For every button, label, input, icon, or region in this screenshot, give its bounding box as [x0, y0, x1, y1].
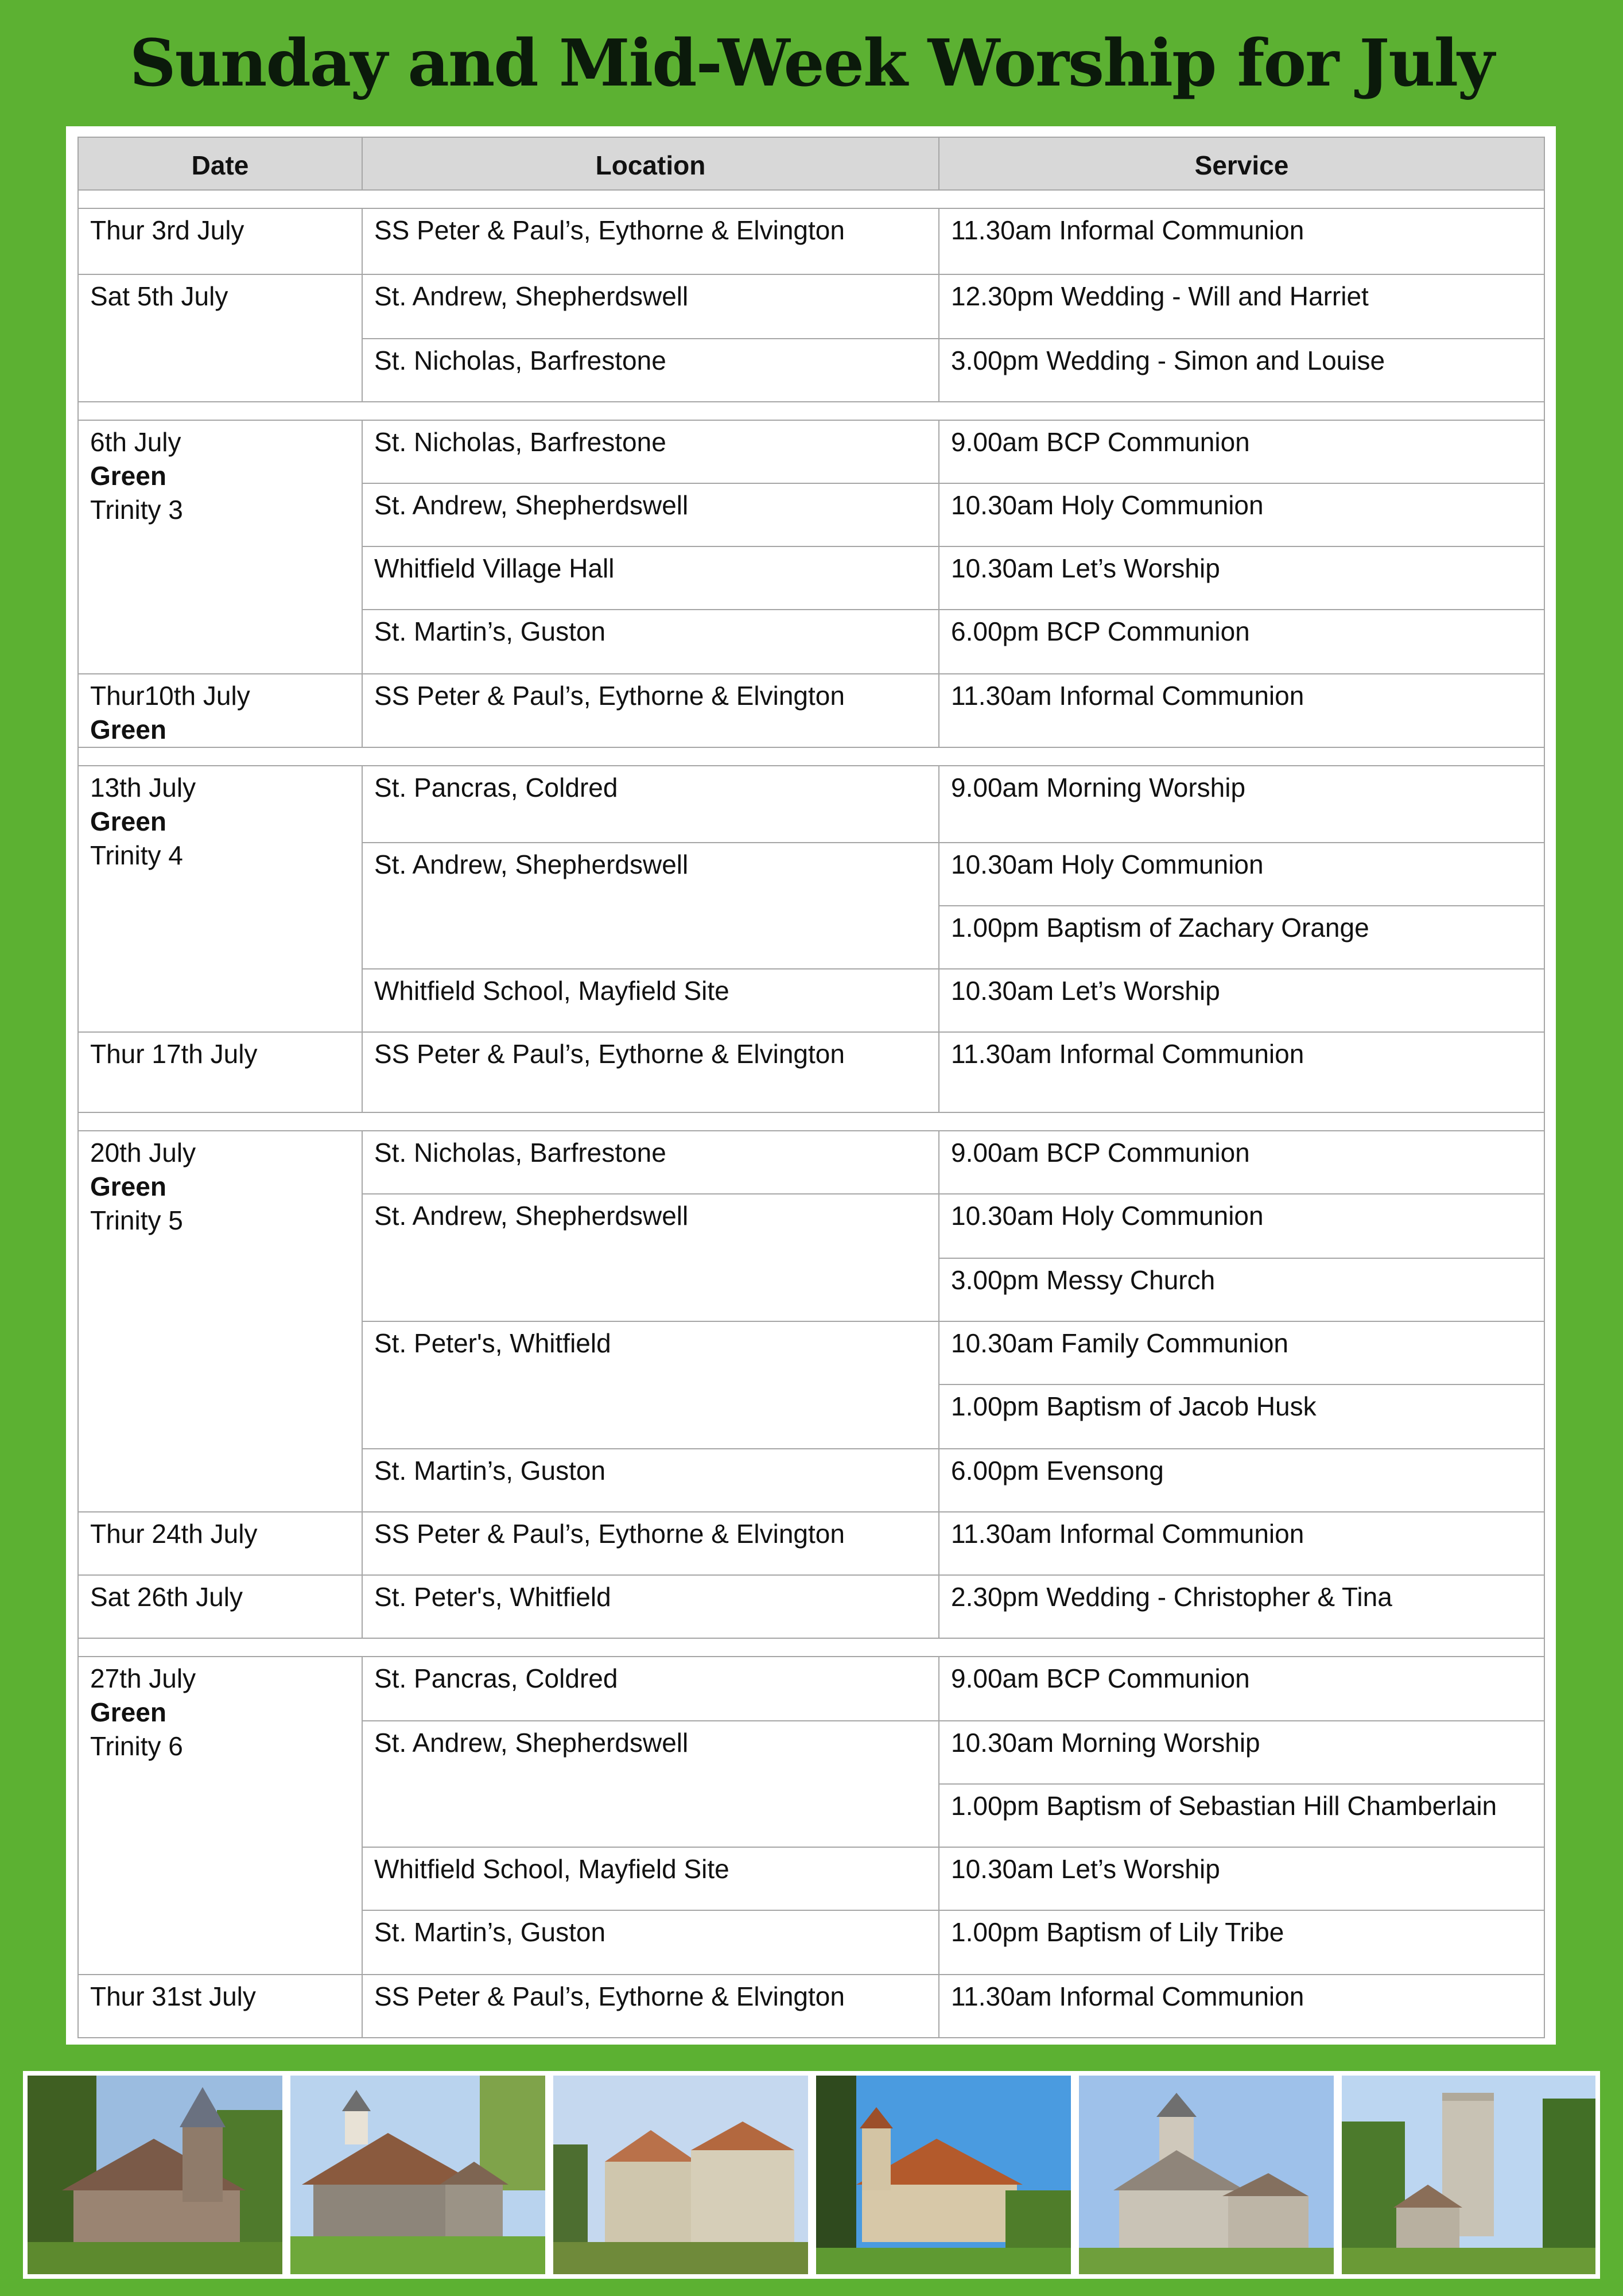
location-cell: SS Peter & Paul’s, Eythorne & Elvington: [362, 1032, 939, 1112]
church-photo-4: [816, 2076, 1071, 2274]
group-spacer: [78, 402, 1544, 420]
liturgical-colour: Green: [90, 1697, 166, 1727]
page-title: Sunday and Mid-Week Worship for July: [129, 26, 1494, 101]
service-cell: 12.30pm Wedding - Will and Harriet: [939, 274, 1544, 339]
church-photo-5-image: [1079, 2076, 1334, 2274]
service-cell: 10.30am Let’s Worship: [939, 1847, 1544, 1910]
location-cell: St. Andrew, Shepherdswell: [362, 274, 939, 339]
service-cell: 10.30am Family Communion: [939, 1321, 1544, 1384]
location-cell: St. Peter's, Whitfield: [362, 1321, 939, 1449]
location-cell: St. Pancras, Coldred: [362, 1657, 939, 1721]
date-text: Thur 17th July: [90, 1039, 258, 1069]
date-text: Thur 3rd July: [90, 215, 244, 245]
church-photo-2: [290, 2076, 545, 2274]
location-cell: St. Andrew, Shepherdswell: [362, 843, 939, 969]
service-cell: 10.30am Let’s Worship: [939, 969, 1544, 1032]
location-cell: SS Peter & Paul’s, Eythorne & Elvington: [362, 1975, 939, 2038]
schedule-panel: [66, 126, 1556, 2045]
date-cell: [78, 674, 362, 747]
location-cell: St. Pancras, Coldred: [362, 766, 939, 843]
date-cell: [78, 1657, 362, 1975]
table-row: [78, 1512, 1544, 1575]
service-cell: 10.30am Let’s Worship: [939, 546, 1544, 610]
column-header-location: Location: [362, 137, 939, 190]
group-spacer: [78, 747, 1544, 766]
church-photo-1-image: [28, 2076, 282, 2274]
date-cell: [78, 1131, 362, 1512]
table-row: [78, 274, 1544, 339]
table-row: [78, 1575, 1544, 1638]
trinity-label: Trinity 5: [90, 1205, 183, 1235]
table-row: [78, 208, 1544, 274]
date-text: Sat 5th July: [90, 281, 228, 311]
spacer-cell: [78, 1112, 1544, 1131]
trinity-label: Trinity 4: [90, 840, 183, 870]
date-cell: [78, 766, 362, 1032]
date-cell: [78, 1512, 362, 1575]
service-cell: 11.30am Informal Communion: [939, 1975, 1544, 2038]
location-cell: St. Nicholas, Barfrestone: [362, 339, 939, 402]
liturgical-colour: Green: [90, 461, 166, 491]
location-cell: St. Andrew, Shepherdswell: [362, 483, 939, 546]
date-text: Thur 24th July: [90, 1519, 258, 1549]
group-spacer: [78, 190, 1544, 208]
location-cell: St. Martin’s, Guston: [362, 1910, 939, 1975]
service-cell: 6.00pm BCP Communion: [939, 610, 1544, 674]
date-cell: [78, 420, 362, 674]
date-cell: [78, 1975, 362, 2038]
location-cell: St. Martin’s, Guston: [362, 1449, 939, 1512]
spacer-cell: [78, 1638, 1544, 1657]
church-photo-6: [1342, 2076, 1595, 2274]
date-text: 27th July: [90, 1663, 196, 1693]
church-photo-5: [1079, 2076, 1334, 2274]
table-row: [78, 766, 1544, 843]
trinity-label: Trinity 6: [90, 1731, 183, 1761]
location-cell: St. Nicholas, Barfrestone: [362, 420, 939, 483]
date-cell: [78, 208, 362, 274]
liturgical-colour: Green: [90, 715, 166, 744]
location-cell: SS Peter & Paul’s, Eythorne & Elvington: [362, 208, 939, 274]
church-photo-4-image: [816, 2076, 1071, 2274]
date-cell: [78, 1575, 362, 1638]
worship-schedule-table: [77, 137, 1545, 2038]
location-cell: St. Peter's, Whitfield: [362, 1575, 939, 1638]
date-text: 6th July: [90, 427, 181, 457]
service-cell: 10.30am Holy Communion: [939, 843, 1544, 906]
table-row: [78, 1032, 1544, 1112]
church-photo-1: [28, 2076, 282, 2274]
church-photo-3-image: [553, 2076, 808, 2274]
date-text: 13th July: [90, 773, 196, 802]
service-cell: 10.30am Holy Communion: [939, 483, 1544, 546]
service-cell: 11.30am Informal Communion: [939, 1512, 1544, 1575]
table-row: [78, 420, 1544, 483]
service-cell: 9.00am BCP Communion: [939, 1131, 1544, 1194]
service-cell: 6.00pm Evensong: [939, 1449, 1544, 1512]
service-cell: 10.30am Holy Communion: [939, 1194, 1544, 1258]
table-row: [78, 1657, 1544, 1721]
column-header-service: Service: [939, 137, 1544, 190]
location-cell: SS Peter & Paul’s, Eythorne & Elvington: [362, 1512, 939, 1575]
liturgical-colour: Green: [90, 1172, 166, 1201]
service-cell: 1.00pm Baptism of Lily Tribe: [939, 1910, 1544, 1975]
date-cell: [78, 1032, 362, 1112]
location-cell: Whitfield School, Mayfield Site: [362, 1847, 939, 1910]
service-cell: 1.00pm Baptism of Zachary Orange: [939, 906, 1544, 969]
service-cell: 9.00am BCP Communion: [939, 1657, 1544, 1721]
table-row: [78, 1975, 1544, 2038]
service-cell: 9.00am BCP Communion: [939, 420, 1544, 483]
service-cell: 11.30am Informal Communion: [939, 1032, 1544, 1112]
group-spacer: [78, 1112, 1544, 1131]
column-header-date: Date: [78, 137, 362, 190]
spacer-cell: [78, 402, 1544, 420]
location-cell: St. Andrew, Shepherdswell: [362, 1194, 939, 1321]
date-text: 20th July: [90, 1138, 196, 1168]
table-row: [78, 1131, 1544, 1194]
date-text: Sat 26th July: [90, 1582, 243, 1612]
service-cell: 11.30am Informal Communion: [939, 674, 1544, 747]
service-cell: 3.00pm Messy Church: [939, 1258, 1544, 1321]
service-cell: 2.30pm Wedding - Christopher & Tina: [939, 1575, 1544, 1638]
location-cell: St. Nicholas, Barfrestone: [362, 1131, 939, 1194]
service-cell: 1.00pm Baptism of Jacob Husk: [939, 1384, 1544, 1449]
location-cell: St. Martin’s, Guston: [362, 610, 939, 674]
date-cell: [78, 274, 362, 402]
service-cell: 9.00am Morning Worship: [939, 766, 1544, 843]
service-cell: 10.30am Morning Worship: [939, 1721, 1544, 1784]
church-photo-strip: [23, 2071, 1600, 2279]
service-cell: 3.00pm Wedding - Simon and Louise: [939, 339, 1544, 402]
location-cell: Whitfield Village Hall: [362, 546, 939, 610]
date-text: Thur10th July: [90, 681, 250, 711]
service-cell: 11.30am Informal Communion: [939, 208, 1544, 274]
church-photo-3: [553, 2076, 808, 2274]
table-row: [78, 674, 1544, 747]
location-cell: SS Peter & Paul’s, Eythorne & Elvington: [362, 674, 939, 747]
spacer-cell: [78, 747, 1544, 766]
table-header-row: [78, 137, 1544, 190]
service-cell: 1.00pm Baptism of Sebastian Hill Chamberlain: [939, 1784, 1544, 1847]
church-photo-6-image: [1342, 2076, 1595, 2274]
liturgical-colour: Green: [90, 806, 166, 836]
church-photo-2-image: [290, 2076, 545, 2274]
location-cell: St. Andrew, Shepherdswell: [362, 1721, 939, 1847]
trinity-label: Trinity 3: [90, 495, 183, 525]
group-spacer: [78, 1638, 1544, 1657]
location-cell: Whitfield School, Mayfield Site: [362, 969, 939, 1032]
date-text: Thur 31st July: [90, 1981, 256, 2011]
spacer-cell: [78, 190, 1544, 208]
